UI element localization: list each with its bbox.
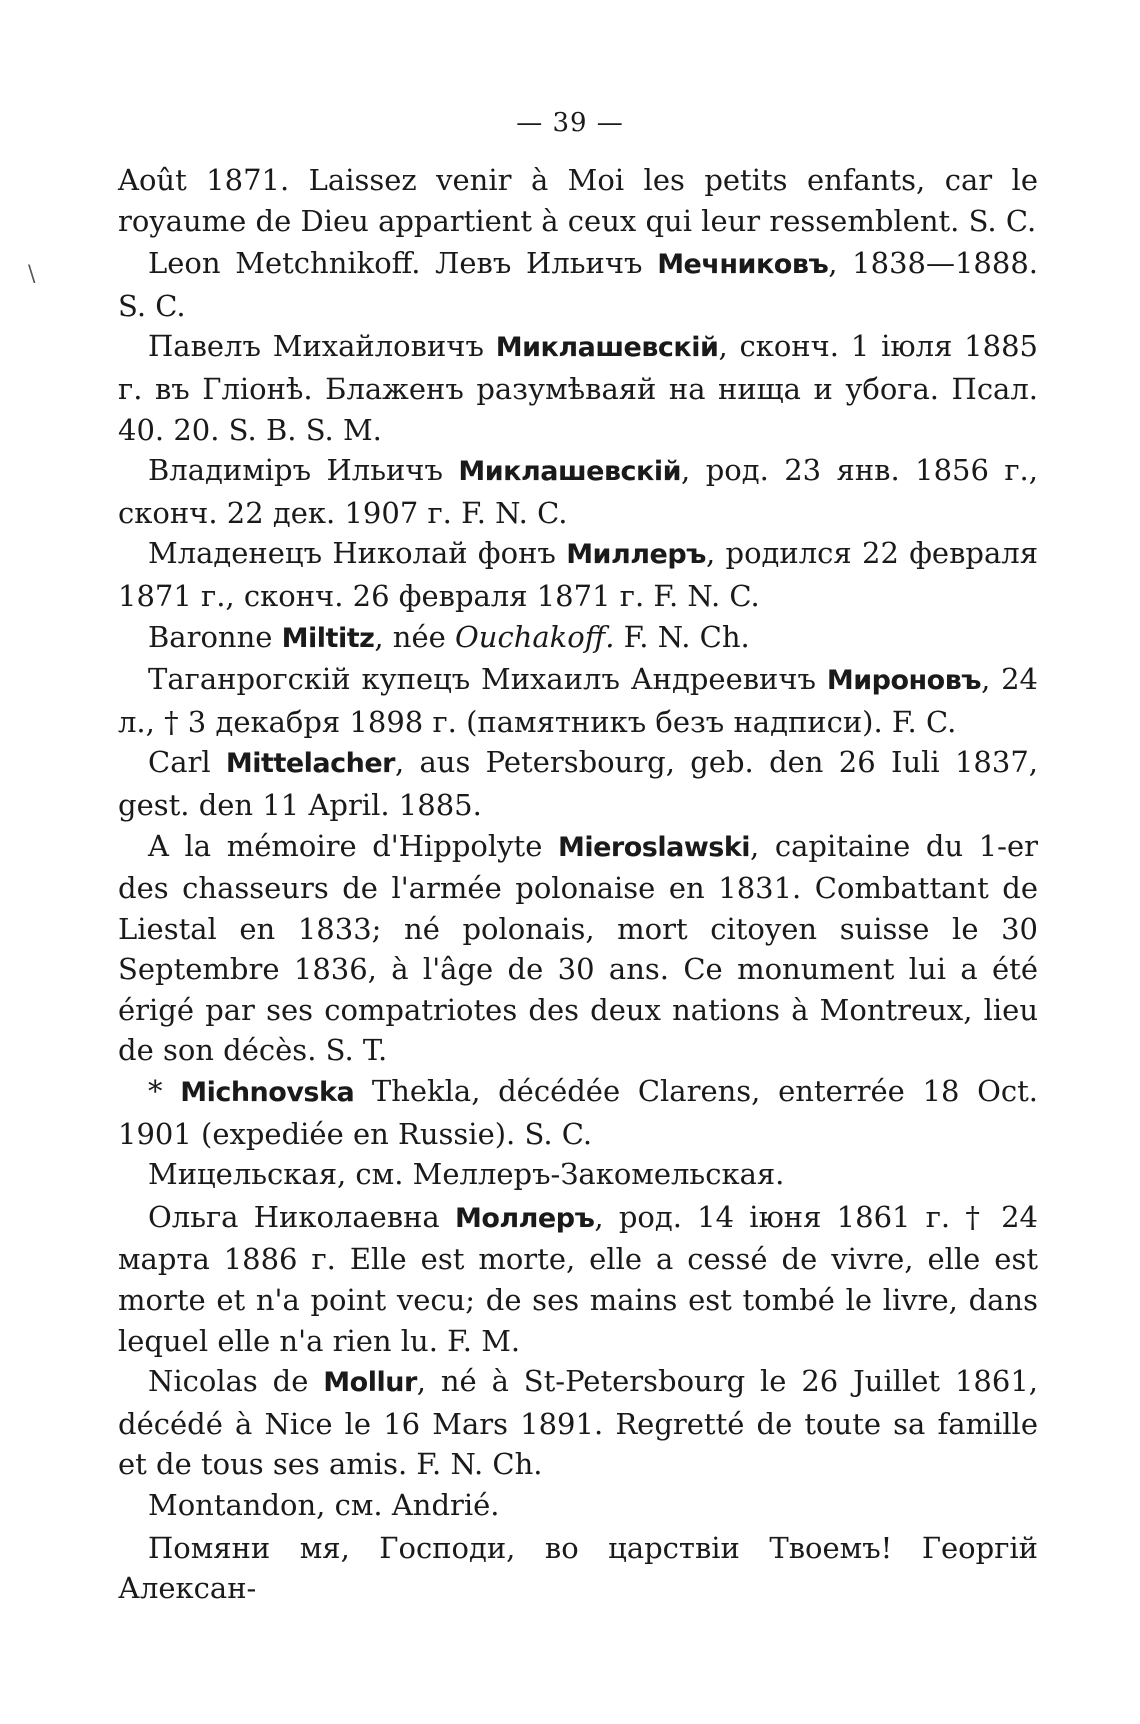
entry-text: Baronne — [148, 619, 282, 654]
entry-surname: Миклашевскій — [458, 456, 682, 488]
entry-text-after: , capitaine du 1-er des chasseurs de l'armée polonaise en 1831. Combattant de Liestal en 1833; né polonais, mort citoyen suisse le 30 Septembre 1836, à l'âge de 30 ans. Ce monument lui a été érigé par ses compatriotes des deux nations à Montreux, lieu de son décès. S. T. — [118, 828, 1038, 1068]
page-number: — 39 — — [516, 108, 624, 138]
entry-italic: Ouchakoff. — [455, 619, 615, 654]
entry-surname: Mollur — [323, 1367, 417, 1399]
entry-text-after: , род. 14 іюня 1861 г. † 24 марта 1886 г. Elle est morte, elle a cessé de vivre, elle est morte et n'a point vecu; de ses mains est tombé le livre, dans lequel elle n'a rien lu. F. M. — [118, 1199, 1038, 1358]
entry-text-after: Thekla, décédée Clarens, enterrée 18 Oct. 1901 (expediée en Russie). S. C. — [118, 1074, 1038, 1151]
entry-text-after: , сконч. 1 іюля 1885 г. въ Гліонѣ. Блаженъ разумѣваяй на нища и убога. Псал. 40. 20. S. B. S. M. — [118, 329, 1038, 447]
entry-text: Carl — [148, 745, 226, 780]
entry-text-after: , né à St-Petersbourg le 26 Juillet 1861, décédé à Nice le 16 Mars 1891. Regretté de toute sa famille et de tous ses amis. F. N. Ch. — [118, 1364, 1038, 1482]
entry-14 — [118, 1485, 1038, 1528]
margin-mark: \ — [28, 262, 36, 287]
entry-text: Владиміръ Ильичъ — [148, 453, 459, 488]
entry-text-after: , род. 23 янв. 1856 г., сконч. 22 дек. 1907 г. F. N. C. — [118, 453, 1038, 530]
entry-8 — [118, 742, 1038, 825]
entry-surname: Мироновъ — [826, 665, 982, 697]
entry-surname: Mittelacher — [225, 748, 395, 780]
entry-text: Leon Metchnikoff. Левъ Ильичъ — [148, 246, 658, 281]
entry-text: Nicolas de — [148, 1364, 324, 1399]
entry-text-after: , aus Petersbourg, geb. den 26 Iuli 1837, gest. den 11 April. 1885. — [118, 745, 1038, 822]
entry-text: Таганрогскій купецъ Михаилъ Андреевичъ — [148, 662, 827, 697]
entry-5 — [118, 533, 1038, 616]
entry-list — [118, 160, 1038, 1611]
entry-10 — [118, 1071, 1038, 1154]
entry-text-after: , 1838—1888. S. C. — [118, 246, 1038, 323]
entry-2 — [118, 243, 1038, 326]
entry-tail: F. N. Ch. — [614, 619, 750, 654]
entry-text: Montandon, см. Andrié. — [148, 1488, 500, 1522]
entry-4 — [118, 450, 1038, 533]
entry-text-after: , 24 л., † 3 декабря 1898 г. (памятникъ безъ надписи). F. C. — [118, 662, 1039, 739]
entry-3 — [118, 326, 1038, 450]
entry-surname: Миллеръ — [566, 539, 706, 571]
entry-surname: Миклашевскій — [495, 332, 719, 364]
entry-text-after: , родился 22 февраля 1871 г., сконч. 26 февраля 1871 г. F. N. C. — [118, 536, 1038, 613]
entry-13 — [118, 1361, 1038, 1485]
entry-1 — [118, 160, 1038, 243]
entry-surname: Mieroslawski — [557, 831, 751, 863]
entry-15 — [118, 1528, 1038, 1611]
entry-text: Мицельская, см. Меллеръ-Закомельская. — [148, 1157, 785, 1192]
entry-text: A la mémoire d'Hippolyte — [148, 828, 558, 863]
entry-12 — [118, 1197, 1038, 1361]
entry-surname: Michnovska — [180, 1077, 355, 1109]
entry-7 — [118, 659, 1038, 742]
entry-text: Помяни мя, Господи, во царствіи Твоемъ! Георгій Алексан- — [118, 1530, 1038, 1606]
entry-11 — [118, 1154, 1038, 1197]
entry-9 — [118, 826, 1038, 1072]
entry-6 — [118, 617, 1038, 660]
entry-text-after: , née — [374, 619, 455, 654]
entry-surname: Miltitz — [281, 622, 375, 654]
entry-text: Août 1871. Laissez venir à Moi les petits enfants, car le royaume de Dieu appartient à ceux qui leur ressemblent. S. C. — [118, 163, 1038, 238]
entry-surname: Моллеръ — [454, 1202, 595, 1234]
entry-text: Ольга Николаевна — [148, 1199, 455, 1234]
entry-text: * — [148, 1074, 181, 1109]
entry-text: Павелъ Михайловичъ — [148, 329, 496, 364]
entry-surname: Мечниковъ — [657, 249, 829, 281]
entry-text: Младенецъ Николай фонъ — [148, 536, 567, 571]
